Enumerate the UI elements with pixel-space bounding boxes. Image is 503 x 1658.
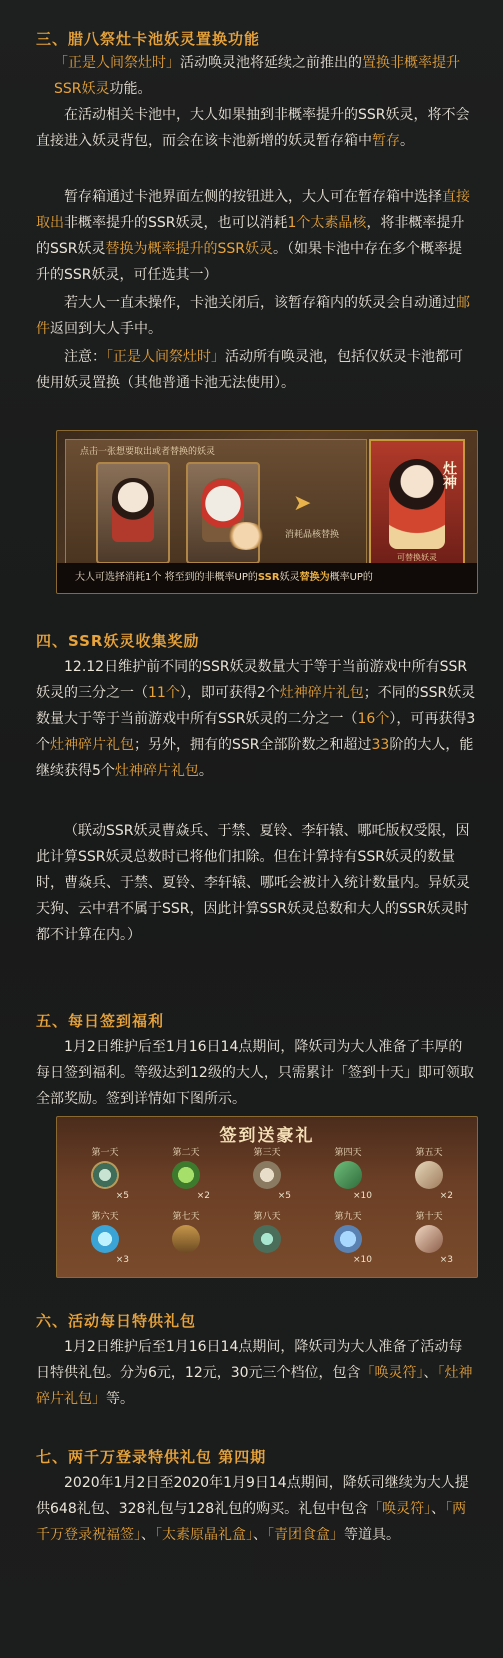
text: ；不同的SSR妖灵数量大于等于当前游戏中所有SSR妖灵的二分之一（ — [36, 685, 476, 727]
text: 。（如果卡池中存在多个概率提升的SSR妖灵，可任选其一） — [36, 241, 463, 283]
text: 1月2日维护后至1月16日14点期间，降妖司为大人准备了活动每日特供礼包。分为6元，12元，30元三个档位，包含 — [36, 1339, 463, 1381]
replacement-caption: 可替换妖灵 — [397, 553, 437, 562]
text: ，将非概率提升的SSR妖灵 — [36, 215, 465, 257]
day-label: 第二天 — [172, 1148, 200, 1158]
highlight: 1个太素晶核 — [287, 215, 367, 231]
text: 大人可选择消耗1个 — [75, 572, 162, 583]
s3-paragraph-2 — [36, 102, 476, 154]
event-name: 「正是人间祭灶时」 — [106, 349, 225, 365]
highlight: 16个 — [357, 711, 390, 727]
text: ；另外，拥有的SSR全部阶数之和超过 — [134, 737, 372, 753]
text: 若大人一直未操作，卡池关闭后，该暂存箱内的妖灵会自动通过 — [64, 295, 456, 311]
text: 在活动相关卡池中，大人如果抽到非概率提升的SSR妖灵，将不会直接进入妖灵背包，而会在该卡池新增的妖灵暂存箱中 — [36, 107, 470, 149]
section-title-3: 三、腊八祭灶卡池妖灵置换功能 — [36, 30, 261, 48]
section-title-4: 四、SSR妖灵收集奖励 — [36, 632, 200, 650]
day-label: 第八天 — [253, 1212, 281, 1222]
text: 、 — [253, 1527, 267, 1543]
highlight: 替换为概率提升的SSR妖灵 — [105, 241, 274, 257]
s5-paragraph-1 — [36, 1034, 476, 1112]
text: 注意： — [64, 349, 106, 365]
swap-cost-label: 消耗晶核替换 — [285, 530, 340, 540]
sign-in-banner-title: 签到送豪礼 — [219, 1126, 315, 1146]
reward-item-icon — [172, 1225, 200, 1253]
text: 2020年1月2日至2020年1月9日14点期间，降妖司继续为大人提供648礼包、328礼包与128礼包的购买。礼包中包含 — [36, 1475, 469, 1517]
spirit-name-tag: 灶神 — [441, 461, 457, 489]
text: 1月2日维护后至1月16日14点期间，降妖司为大人准备了丰厚的每日签到福利。等级达到12级的大人，只需累计「签到十天」即可领取全部奖励。签到详情如下图所示。 — [36, 1039, 474, 1107]
sign-in-rewards-banner — [56, 1116, 478, 1278]
highlight: 置换 — [362, 55, 390, 71]
day-label: 第一天 — [91, 1148, 119, 1158]
s6-paragraph-1 — [36, 1334, 476, 1412]
day-label: 第七天 — [172, 1212, 200, 1222]
text: 阶的大人，能继续获得5个 — [36, 737, 474, 779]
reward-count: ×10 — [353, 1191, 372, 1201]
pointer-hand-icon — [226, 522, 266, 550]
highlight: 11个 — [148, 685, 180, 701]
highlight: 暂存 — [372, 133, 400, 149]
text: 返回到大人手中。 — [50, 321, 162, 337]
event-name: 「正是人间祭灶时」 — [54, 55, 180, 71]
text: ），可再获得3个 — [36, 711, 476, 753]
highlight: 「太素原晶礼盒」 — [155, 1527, 253, 1543]
reward-count: ×2 — [439, 1191, 453, 1201]
text: 替换为 — [299, 572, 330, 583]
reward-item-icon — [415, 1225, 443, 1253]
reward-item-icon — [253, 1225, 281, 1253]
s3-paragraph-4 — [36, 290, 476, 342]
s3-paragraph-5 — [36, 344, 476, 396]
text: 将至到的非概率UP的 — [164, 572, 258, 583]
arrow-right-icon: ➤ — [293, 491, 312, 516]
reward-day-9 — [318, 1211, 378, 1271]
reward-count: ×5 — [277, 1191, 291, 1201]
reward-day-2 — [156, 1147, 216, 1207]
replacement-spirit-card — [369, 439, 465, 567]
sign-in-reward-grid — [75, 1147, 459, 1273]
text: 、 — [431, 1501, 446, 1517]
reward-count: ×2 — [196, 1191, 210, 1201]
spirit-portrait — [389, 459, 445, 549]
text: 活动唤灵池将延续之前推出的 — [180, 55, 362, 71]
reward-item-icon — [253, 1161, 281, 1189]
reward-day-5 — [399, 1147, 459, 1207]
day-label: 第五天 — [415, 1148, 443, 1158]
reward-count: ×3 — [439, 1255, 453, 1265]
swap-feature-banner — [56, 430, 478, 594]
highlight: 「灶神碎片礼包」 — [36, 1365, 473, 1407]
reward-item-icon — [334, 1225, 362, 1253]
s7-paragraph-1 — [36, 1470, 476, 1548]
section-title-5: 五、每日签到福利 — [36, 1012, 165, 1030]
text: 概率UP的 — [329, 572, 373, 583]
highlight: 「唤灵符」 — [360, 1365, 424, 1381]
day-label: 第六天 — [91, 1212, 119, 1222]
highlight: 「青团食盒」 — [267, 1527, 344, 1543]
text: 。 — [400, 133, 414, 149]
text: 暂存箱通过卡池界面左侧的按钮进入，大人可在暂存箱中选择 — [64, 189, 442, 205]
reward-day-8 — [237, 1211, 297, 1271]
text: 非概率提升的SSR妖灵，也可以消耗 — [64, 215, 288, 231]
reward-item-icon — [334, 1161, 362, 1189]
text: 等。 — [106, 1391, 134, 1407]
banner-caption — [57, 563, 477, 593]
highlight: 33 — [371, 737, 390, 753]
reward-item-icon — [91, 1161, 119, 1189]
day-label: 第四天 — [334, 1148, 362, 1158]
text: 妖灵 — [279, 572, 300, 583]
highlight: 「唤灵符」 — [368, 1501, 432, 1517]
storage-box-panel — [65, 439, 367, 565]
text: 12.12日维护前不同的SSR妖灵数量大于等于当前游戏中所有SSR妖灵的三分之一（ — [36, 659, 468, 701]
s3-paragraph-3 — [36, 184, 476, 288]
highlight: 灶神碎片礼包 — [50, 737, 134, 753]
highlight: 「两千万登录祝福签」 — [36, 1501, 467, 1543]
text: 。 — [198, 763, 213, 779]
reward-count: ×3 — [115, 1255, 129, 1265]
text: 等道具。 — [344, 1527, 400, 1543]
reward-item-icon — [415, 1161, 443, 1189]
reward-count: ×10 — [353, 1255, 372, 1265]
text: ），即可获得2个 — [179, 685, 280, 701]
text: （联动SSR妖灵曹焱兵、于禁、夏铃、李轩辕、哪吒版权受限，因此计算SSR妖灵总数时已将他们扣除。但在计算持有SSR妖灵的数量时，曹焱兵、于禁、夏铃、李轩辕、哪吒会被计入统计数量内。异妖灵天狗、云中君不属于SSR，因此计算SSR妖灵总数和大人的SSR妖灵时都不计算在内。） — [36, 823, 470, 943]
day-label: 第三天 — [253, 1148, 281, 1158]
day-label: 第十天 — [415, 1212, 443, 1222]
s3-paragraph-1 — [54, 50, 474, 102]
reward-day-6 — [75, 1211, 135, 1271]
section-title-7: 七、两千万登录特供礼包 第四期 — [36, 1448, 267, 1466]
spirit-portrait — [112, 478, 154, 542]
reward-item-icon — [172, 1161, 200, 1189]
text: 功能。 — [109, 81, 152, 97]
day-label: 第九天 — [334, 1212, 362, 1222]
section-title-6: 六、活动每日特供礼包 — [36, 1312, 197, 1330]
text: SSR — [257, 572, 280, 583]
reward-count: ×5 — [115, 1191, 129, 1201]
highlight: 邮件 — [36, 295, 470, 337]
highlight: 灶神碎片礼包 — [279, 685, 364, 701]
reward-day-4 — [318, 1147, 378, 1207]
highlight: 直接取出 — [36, 189, 470, 231]
reward-day-3 — [237, 1147, 297, 1207]
reward-item-icon — [91, 1225, 119, 1253]
highlight: 非概率提升SSR妖灵 — [54, 55, 460, 97]
reward-day-1 — [75, 1147, 135, 1207]
reward-day-10 — [399, 1211, 459, 1271]
text: 、 — [141, 1527, 155, 1543]
spirit-card-1[interactable] — [96, 462, 170, 564]
highlight: 灶神碎片礼包 — [114, 763, 199, 779]
text: 活动所有唤灵池，包括仅妖灵卡池都可使用妖灵置换（其他普通卡池无法使用）。 — [36, 349, 463, 391]
s4-paragraph-2 — [36, 818, 476, 948]
text: 、 — [423, 1365, 438, 1381]
storage-hint: 点击一张想要取出或者替换的妖灵 — [80, 447, 216, 457]
s4-paragraph-1 — [36, 654, 476, 784]
reward-day-7 — [156, 1211, 216, 1271]
